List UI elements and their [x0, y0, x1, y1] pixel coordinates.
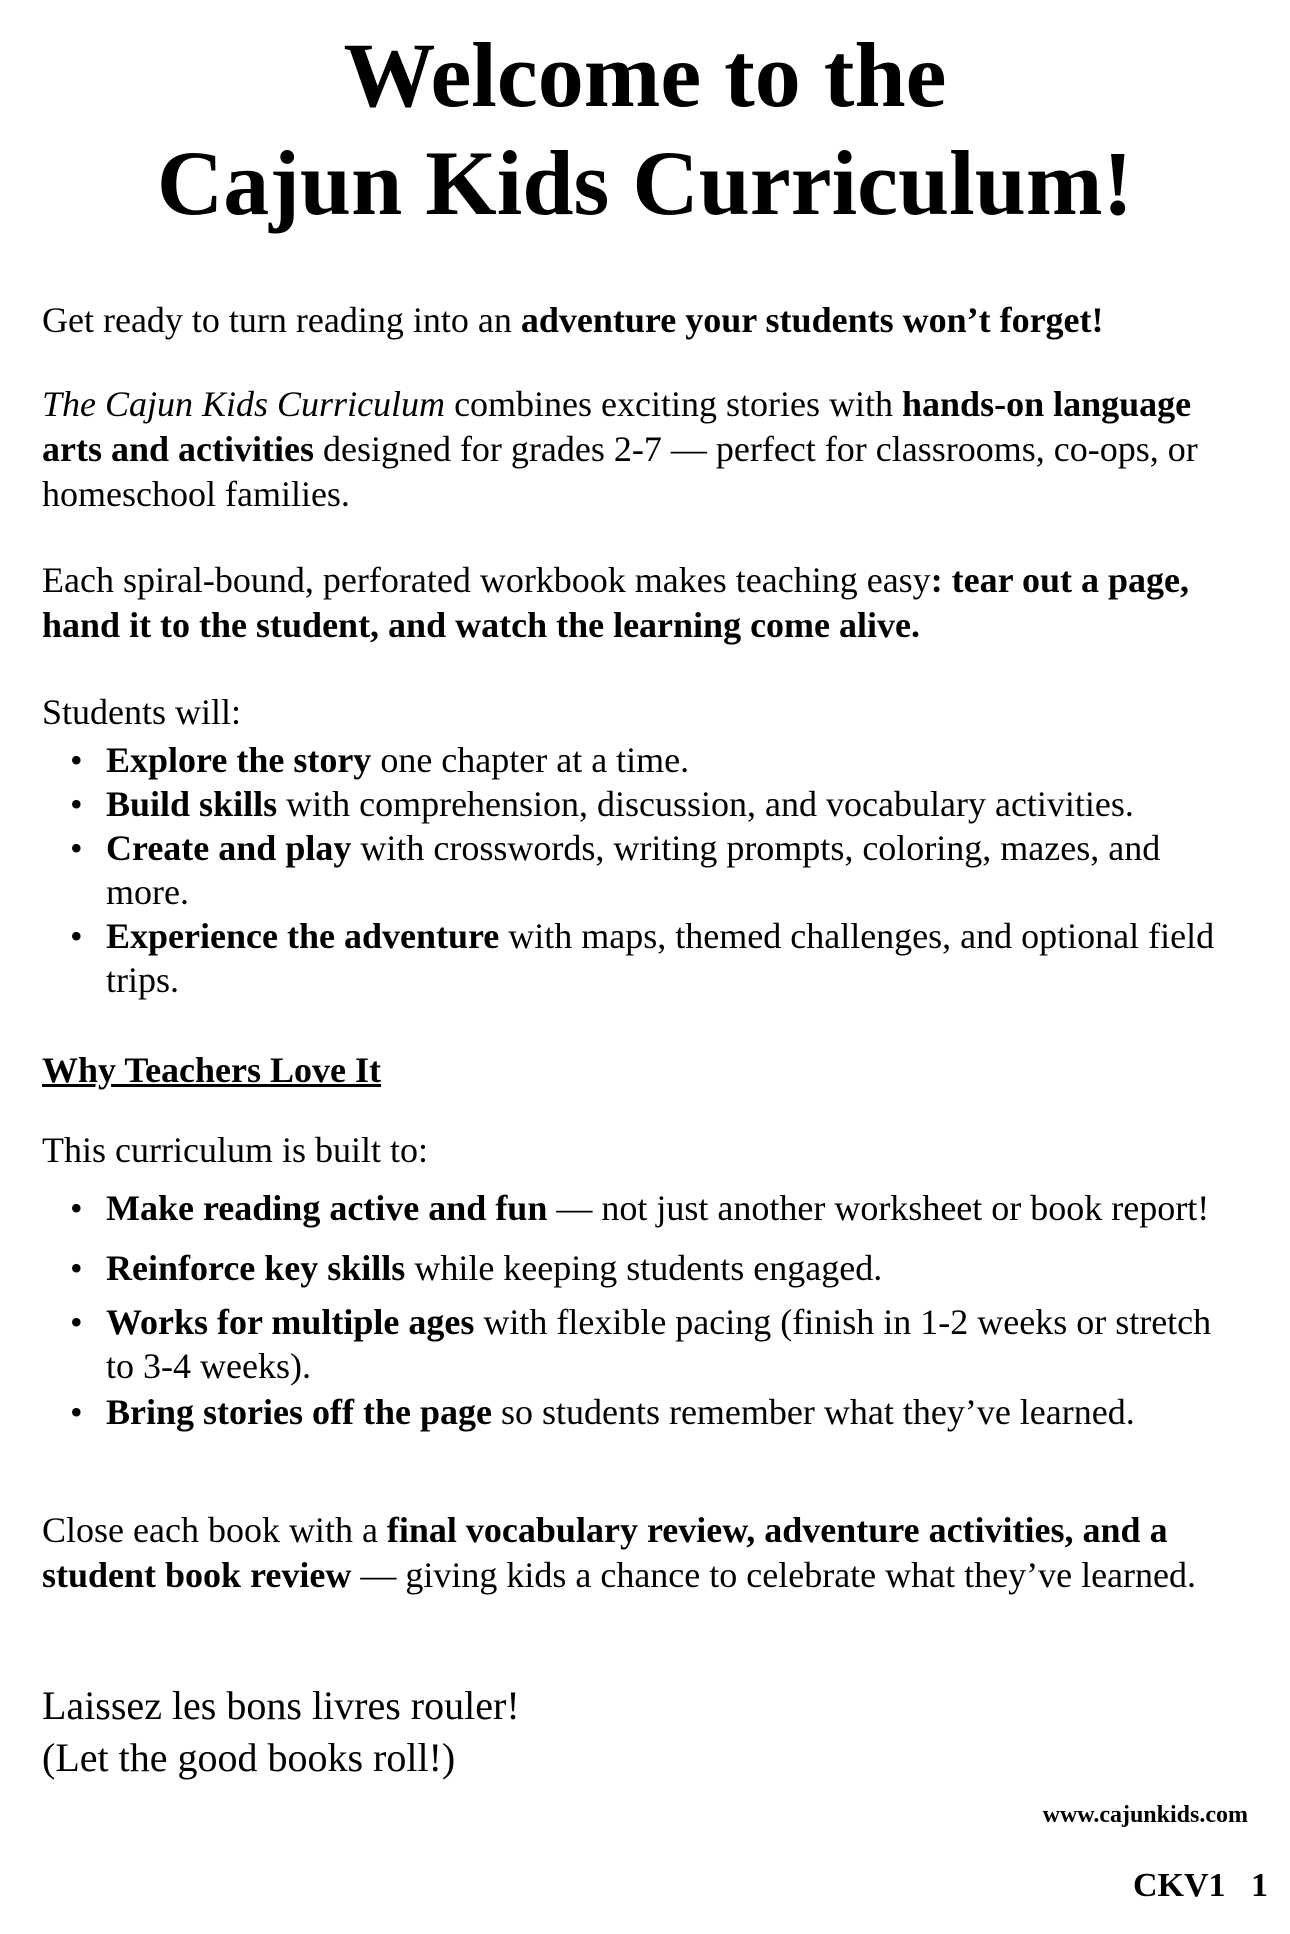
list-item	[42, 826, 1242, 914]
intro-paragraph	[42, 298, 1252, 343]
list-item	[42, 1390, 1242, 1434]
workbook-text: Each spiral-bound, perforated workbook makes teaching easy	[42, 560, 931, 600]
list-item-bold: Explore the story	[106, 740, 372, 780]
motto-english: (Let the good books roll!)	[42, 1735, 456, 1780]
closing-bold-text: final vocabulary review, adventure activities, and a student book review	[42, 1510, 1168, 1595]
closing-paragraph	[42, 1508, 1252, 1598]
description-bold-text: hands-on language arts and activities	[42, 384, 1192, 469]
motto-french: Laissez les bons livres rouler!	[42, 1683, 520, 1728]
workbook-bold-text: : tear out a page, hand it to the student, and watch the learning come alive.	[42, 560, 1189, 645]
list-item-text: — not just another worksheet or book report!	[547, 1188, 1210, 1228]
why-teachers-love-it-heading: Why Teachers Love It	[42, 1050, 382, 1090]
title-line-2: Cajun Kids Curriculum!	[156, 132, 1134, 234]
list-item-text: with flexible pacing (finish in 1-2 weeks or stretch to 3-4 weeks).	[106, 1302, 1212, 1386]
list-item-bold: Works for multiple ages	[106, 1302, 475, 1342]
list-item	[42, 1300, 1242, 1388]
website-link[interactable]: www.cajunkids.com	[1042, 1802, 1248, 1828]
list-item-bold: Experience the adventure	[106, 916, 500, 956]
motto	[42, 1680, 520, 1784]
list-item-text: one chapter at a time.	[371, 740, 690, 780]
list-item	[42, 1246, 1242, 1290]
list-item	[42, 914, 1242, 1002]
students-will-intro: Students will:	[42, 692, 242, 732]
built-to-list	[42, 1188, 1242, 1434]
page-number: 1	[1251, 1867, 1268, 1904]
list-item-bold: Make reading active and fun	[106, 1188, 548, 1228]
list-item-text: with maps, themed challenges, and optional field trips.	[106, 916, 1215, 1000]
intro-text: Get ready to turn reading into an	[42, 300, 521, 340]
closing-text-1: Close each book with a	[42, 1510, 387, 1550]
intro-bold-text: adventure your students won’t forget!	[520, 300, 1104, 340]
curriculum-title-italic: The Cajun Kids Curriculum	[42, 384, 446, 424]
page-footer	[1133, 1867, 1268, 1905]
list-item	[42, 1188, 1242, 1228]
title-line-1: Welcome to the	[343, 24, 947, 126]
closing-text-2: — giving kids a chance to celebrate what they’ve learned.	[351, 1555, 1197, 1595]
description-text-1: combines exciting stories with	[445, 384, 902, 424]
workbook-paragraph	[42, 558, 1252, 648]
list-item-text: with crosswords, writing prompts, coloring, mazes, and more.	[106, 828, 1161, 912]
list-item-bold: Bring stories off the page	[106, 1392, 492, 1432]
list-item-text: while keeping students engaged.	[405, 1248, 883, 1288]
description-paragraph	[42, 382, 1252, 517]
list-item	[42, 738, 1242, 782]
students-will-list	[42, 738, 1242, 1002]
list-item-bold: Build skills	[106, 784, 278, 824]
built-to-intro: This curriculum is built to:	[42, 1130, 428, 1170]
list-item-bold: Reinforce key skills	[106, 1248, 406, 1288]
description-text-2: designed for grades 2-7 — perfect for classrooms, co-ops, or homeschool families.	[42, 429, 1198, 514]
list-item-text: with comprehension, discussion, and vocabulary activities.	[277, 784, 1134, 824]
list-item-text: so students remember what they’ve learned.	[491, 1392, 1135, 1432]
list-item-bold: Create and play	[106, 828, 352, 868]
list-item	[42, 782, 1242, 826]
document-code: CKV1	[1132, 1867, 1226, 1904]
